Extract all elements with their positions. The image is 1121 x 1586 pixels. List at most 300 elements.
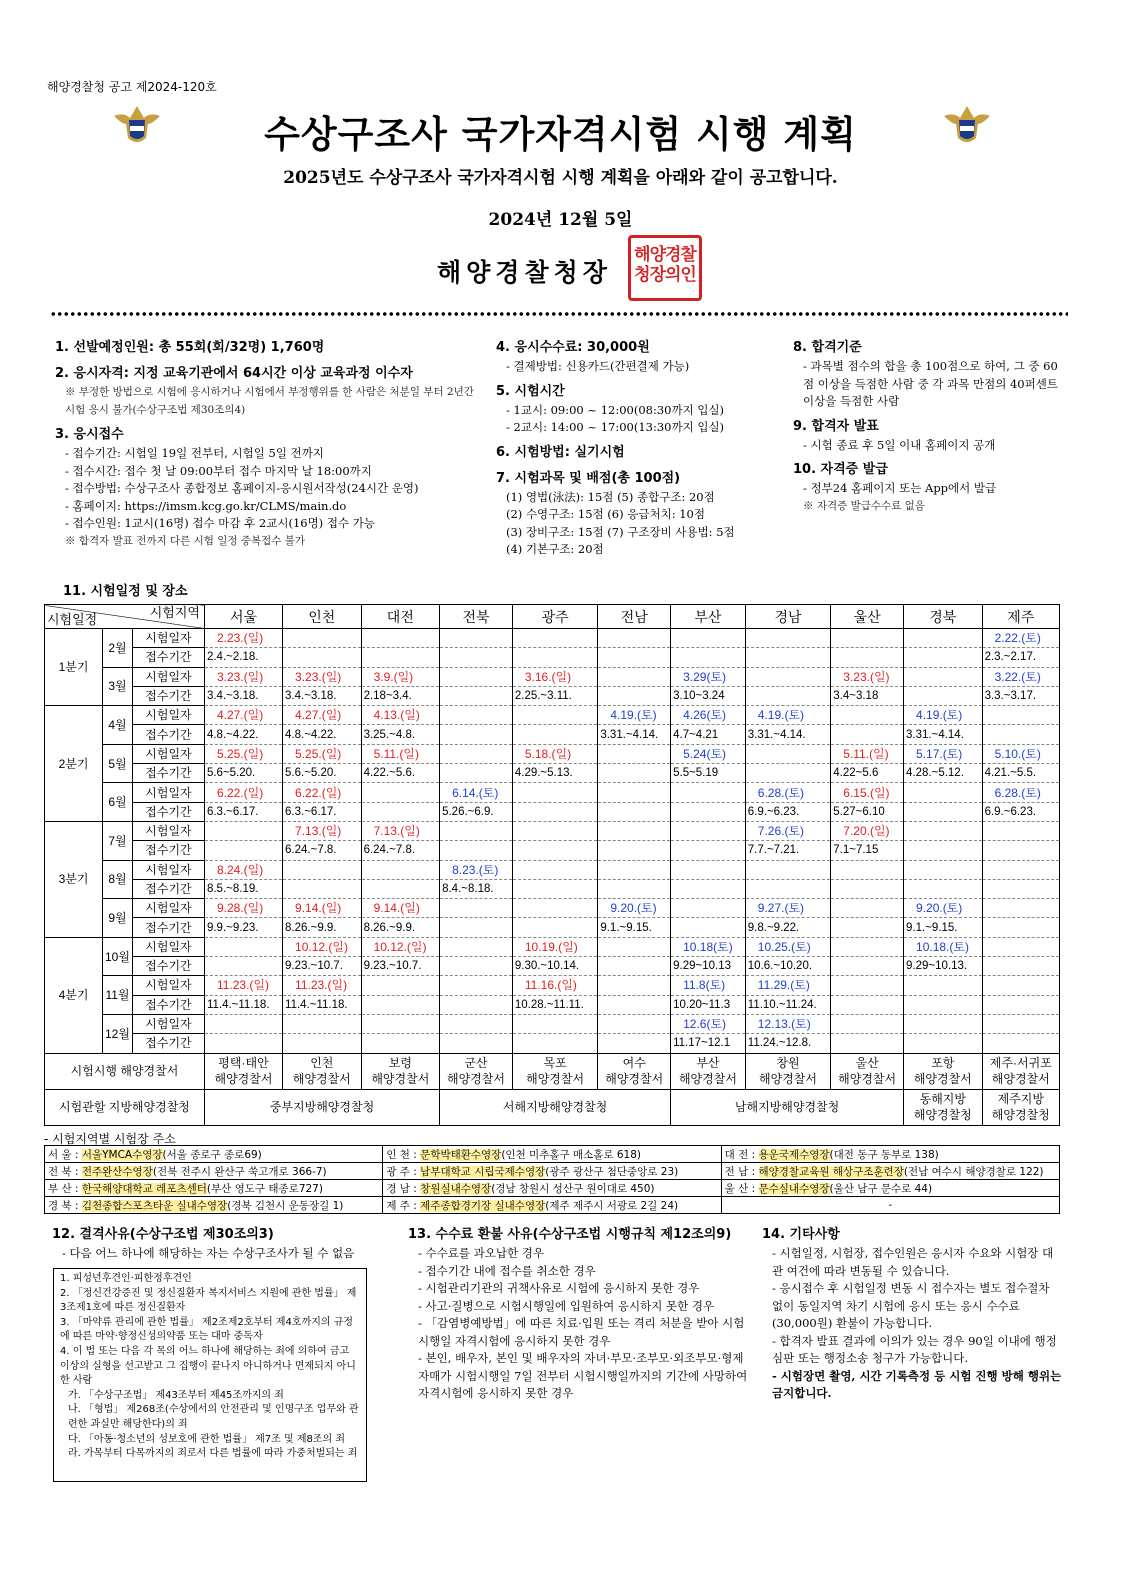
region-header: 경북 <box>904 605 983 629</box>
hq-cell <box>440 1089 671 1125</box>
address-cell <box>383 1146 721 1163</box>
exam-date-cell: 7.13.(일) <box>283 821 362 840</box>
registration-period-cell <box>512 1034 597 1053</box>
exam-date-cell <box>598 860 671 879</box>
registration-period-cell <box>982 879 1059 898</box>
registration-period-cell: 4.7~4.21 <box>671 725 746 744</box>
office-row <box>45 1053 1060 1089</box>
registration-period-cell: 4.8.~4.22. <box>204 725 282 744</box>
exam-date-cell <box>440 629 513 648</box>
exam-date-cell <box>598 976 671 995</box>
registration-period-cell <box>598 957 671 976</box>
registration-period-cell <box>982 918 1059 937</box>
venue-address: (부산 영도구 태종로727) <box>206 1182 323 1195</box>
exam-date-cell <box>598 937 671 956</box>
exam-date-cell <box>440 937 513 956</box>
address-title: - 시험지역별 시험장 주소 <box>44 1132 176 1146</box>
section-item: (4) 기본구조: 20점 <box>506 542 604 556</box>
address-row <box>45 1197 1060 1214</box>
registration-period-cell: 2.25.~3.11. <box>512 686 597 705</box>
venue-name: 한국해양대학교 레포츠센터 <box>81 1182 207 1195</box>
exam-date-cell: 10.18.(토) <box>904 937 983 956</box>
registration-period-cell: 9.23.~10.7. <box>283 957 362 976</box>
address-cell <box>383 1197 721 1214</box>
registration-period-cell: 10.6.~10.20. <box>745 957 830 976</box>
registration-period-cell <box>598 841 671 860</box>
registration-period-cell <box>283 1034 362 1053</box>
month-label: 6월 <box>103 783 133 822</box>
section-12 <box>52 1225 392 1263</box>
venue-address: (울산 남구 문수로 44) <box>829 1182 933 1195</box>
registration-period-cell <box>598 764 671 783</box>
exam-date-cell <box>745 744 830 763</box>
office-name-line: 보령 <box>388 1056 412 1071</box>
office-cell <box>440 1053 513 1089</box>
quarter-label: 4분기 <box>45 937 103 1053</box>
region-header: 부산 <box>671 605 746 629</box>
exam-date-cell: 4.27.(일) <box>204 706 282 725</box>
month-label: 11월 <box>103 976 133 1015</box>
hq-cell <box>204 1089 439 1125</box>
exam-date-cell <box>904 667 983 686</box>
address-cell <box>45 1180 383 1197</box>
registration-period-cell <box>745 686 830 705</box>
table-row <box>45 783 1060 802</box>
exam-date-cell: 9.14.(일) <box>361 899 440 918</box>
exam-date-cell: 5.24(토) <box>671 744 746 763</box>
address-row <box>45 1163 1060 1180</box>
address-cell <box>721 1197 1059 1214</box>
office-name-line: 해양경찰서 <box>292 1072 351 1087</box>
address-cell <box>721 1163 1059 1180</box>
exam-date-cell: 5.17.(토) <box>904 744 983 763</box>
registration-period-cell: 9.29~10.13. <box>904 957 983 976</box>
registration-period-cell <box>598 686 671 705</box>
exam-date-cell: 4.13.(일) <box>361 706 440 725</box>
registration-period-cell <box>904 841 983 860</box>
exam-date-cell <box>440 976 513 995</box>
disqualification-item: 가. 「수상구조법」 제43조부터 제45조까지의 죄 <box>68 1389 284 1401</box>
section-heading: 5. 시험시간 <box>496 383 565 399</box>
exam-date-cell: 10.12.(일) <box>283 937 362 956</box>
registration-period-cell <box>440 725 513 744</box>
exam-date-cell <box>512 783 597 802</box>
registration-period-cell: 7.1~7.15 <box>831 841 904 860</box>
exam-date-cell <box>598 744 671 763</box>
venue-address: (인천 미추홀구 매소홀로 618) <box>501 1148 642 1161</box>
office-cell <box>204 1053 282 1089</box>
exam-date-cell: 3.23.(일) <box>283 667 362 686</box>
row-type-label: 접수기간 <box>132 879 204 898</box>
venue-region: 경 북 : <box>48 1199 82 1212</box>
table-row <box>45 648 1060 667</box>
venue-address: - <box>888 1199 893 1211</box>
section-12-heading: 12. 결격사유(수상구조법 제30조의3) <box>52 1227 274 1242</box>
exam-date-cell: 4.19.(토) <box>598 706 671 725</box>
exam-date-cell: 11.29.(토) <box>745 976 830 995</box>
exam-date-cell: 8.24.(일) <box>204 860 282 879</box>
info-column-1 <box>55 338 485 550</box>
registration-period-cell: 10.20~11.3 <box>671 995 746 1014</box>
exam-date-cell <box>982 706 1059 725</box>
region-header: 서울 <box>204 605 282 629</box>
venue-region: 대 전 : <box>724 1148 759 1161</box>
exam-date-cell <box>440 744 513 763</box>
registration-period-cell <box>283 879 362 898</box>
row-type-label: 접수기간 <box>132 802 204 821</box>
page-title: 수상구조사 국가자격시험 시행 계획 <box>264 113 857 156</box>
month-label: 5월 <box>103 744 133 783</box>
venue-address: (경남 창원시 성산구 원이대로 450) <box>491 1182 655 1195</box>
registration-period-cell: 8.26.~9.9. <box>361 918 440 937</box>
disqualification-item: 1. 피성년후견인·피한정후견인 <box>60 1273 192 1284</box>
exam-date-cell <box>598 1014 671 1033</box>
exam-date-cell: 3.23.(일) <box>204 667 282 686</box>
exam-date-cell: 8.23.(토) <box>440 860 513 879</box>
table-row <box>45 1034 1060 1053</box>
registration-period-cell <box>745 879 830 898</box>
month-label: 9월 <box>103 899 133 938</box>
quarter-label: 2분기 <box>45 706 103 822</box>
exam-date-cell: 9.20.(토) <box>904 899 983 918</box>
registration-period-cell: 2.4.~2.18. <box>204 648 282 667</box>
registration-period-cell <box>512 841 597 860</box>
section-heading: 10. 자격증 발급 <box>793 462 888 477</box>
registration-period-cell <box>283 648 362 667</box>
exam-date-cell <box>671 860 746 879</box>
exam-date-cell <box>440 821 513 840</box>
exam-date-cell: 6.14.(토) <box>440 783 513 802</box>
venue-name: 제주종합경기장 실내수영장 <box>420 1199 546 1212</box>
section-item: (2) 수영구조: 15점 (6) 응급처치: 10점 <box>506 507 705 521</box>
registration-period-cell <box>904 1034 983 1053</box>
row-type-label: 시험일자 <box>132 860 204 879</box>
exam-date-cell: 12.6(토) <box>671 1014 746 1033</box>
registration-period-cell <box>440 1034 513 1053</box>
exam-date-cell <box>831 899 904 918</box>
exam-date-cell <box>598 821 671 840</box>
misc-item: - 응시접수 후 시험일정 변동 시 접수자는 별도 접수절차 없이 동일지역 차기 시험에 응시 또는 응시 수수료(30,000원) 환불이 가능합니다. <box>772 1281 1050 1330</box>
office-name-line: 제주·서귀포 <box>989 1056 1052 1071</box>
office-cell <box>831 1053 904 1089</box>
venue-region: 서 울 : <box>48 1148 82 1161</box>
registration-period-cell: 4.29.~5.13. <box>512 764 597 783</box>
exam-date-cell: 5.10.(토) <box>982 744 1059 763</box>
exam-date-cell: 11.8(토) <box>671 976 746 995</box>
row-type-label: 시험일자 <box>132 821 204 840</box>
section-item: - 2교시: 14:00 ~ 17:00(13:30까지 입실) <box>506 420 725 434</box>
table-corner-cell <box>45 605 205 629</box>
office-name-line: 해양경찰서 <box>913 1072 972 1087</box>
registration-period-cell: 9.30.~10.14. <box>512 957 597 976</box>
section-heading: 9. 합격자 발표 <box>793 418 879 434</box>
exam-date-cell <box>204 1014 282 1033</box>
table-row <box>45 725 1060 744</box>
registration-period-cell: 5.26.~6.9. <box>440 802 513 821</box>
registration-period-cell <box>982 1034 1059 1053</box>
section-14 <box>762 1225 1062 1403</box>
exam-date-cell <box>361 1014 440 1033</box>
office-cell <box>745 1053 830 1089</box>
disqualification-item: 다. 「아동·청소년의 성보호에 관한 법률」 제7조 및 제8조의 죄 <box>68 1433 346 1445</box>
venue-region: 제 주 : <box>386 1199 421 1212</box>
exam-date-cell: 6.22.(일) <box>204 783 282 802</box>
registration-period-cell: 4.28.~5.12. <box>904 764 983 783</box>
row-type-label: 접수기간 <box>132 725 204 744</box>
exam-date-cell <box>361 976 440 995</box>
exam-date-cell <box>440 706 513 725</box>
venue-address: (전남 여수시 해양경찰로 122) <box>903 1165 1044 1178</box>
row-type-label: 시험일자 <box>132 976 204 995</box>
registration-period-cell: 4.22.~5.6. <box>361 764 440 783</box>
venue-region: 부 산 : <box>48 1182 82 1195</box>
address-row <box>45 1146 1060 1163</box>
exam-date-cell: 7.20.(일) <box>831 821 904 840</box>
registration-period-cell <box>671 879 746 898</box>
table-row <box>45 957 1060 976</box>
announcement-date: 2024년 12월 5일 <box>488 210 633 230</box>
table-row <box>45 995 1060 1014</box>
registration-period-cell <box>904 686 983 705</box>
registration-period-cell <box>831 879 904 898</box>
month-label: 8월 <box>103 860 133 899</box>
exam-date-cell <box>440 899 513 918</box>
office-row-label: 시험시행 해양경찰서 <box>45 1053 205 1089</box>
registration-period-cell <box>204 1034 282 1053</box>
office-cell <box>512 1053 597 1089</box>
office-cell <box>283 1053 362 1089</box>
section-heading: 4. 응시수수료: 30,000원 <box>496 340 650 355</box>
registration-period-cell: 7.7.~7.21. <box>745 841 830 860</box>
notice-number: 해양경찰청 공고 제2024-120호 <box>47 80 217 94</box>
table-row <box>45 860 1060 879</box>
registration-period-cell <box>671 648 746 667</box>
month-label: 2월 <box>103 629 133 668</box>
corner-region-label: 시험지역 <box>149 605 200 620</box>
venue-address: (대전 동구 동부로 138) <box>829 1148 939 1161</box>
registration-period-cell: 5.5~5.19 <box>671 764 746 783</box>
office-name-line: 해양경찰서 <box>605 1072 664 1087</box>
exam-date-cell: 7.26.(토) <box>745 821 830 840</box>
registration-period-cell <box>904 648 983 667</box>
exam-date-cell: 3.22.(토) <box>982 667 1059 686</box>
exam-date-cell <box>598 629 671 648</box>
registration-period-cell <box>440 841 513 860</box>
row-type-label: 시험일자 <box>132 706 204 725</box>
exam-date-cell: 9.27.(토) <box>745 899 830 918</box>
corner-date-label: 시험일정 <box>47 612 98 627</box>
exam-date-cell <box>512 706 597 725</box>
section-14-heading: 14. 기타사항 <box>762 1227 840 1242</box>
table-row <box>45 1014 1060 1033</box>
exam-date-cell <box>361 783 440 802</box>
venue-name: 해양경찰교육원 해상구조훈련장 <box>758 1165 904 1178</box>
exam-date-cell: 4.19.(토) <box>745 706 830 725</box>
exam-date-cell <box>982 937 1059 956</box>
exam-date-cell <box>904 821 983 840</box>
address-cell <box>45 1197 383 1214</box>
exam-date-cell: 5.11.(일) <box>831 744 904 763</box>
subtitle: 2025년도 수상구조사 국가자격시험 시행 계획을 아래와 같이 공고합니다. <box>283 168 838 188</box>
registration-period-cell <box>440 918 513 937</box>
office-cell <box>598 1053 671 1089</box>
registration-period-cell <box>512 802 597 821</box>
hq-row <box>45 1089 1060 1125</box>
exam-date-cell: 4.27.(일) <box>283 706 362 725</box>
registration-period-cell: 11.24.~12.8. <box>745 1034 830 1053</box>
exam-date-cell <box>671 783 746 802</box>
exam-date-cell: 9.28.(일) <box>204 899 282 918</box>
venue-name: 서울YMCA수영장 <box>81 1148 163 1161</box>
registration-period-cell: 9.9.~9.23. <box>204 918 282 937</box>
registration-period-cell <box>598 1034 671 1053</box>
registration-period-cell <box>361 1034 440 1053</box>
row-type-label: 접수기간 <box>132 957 204 976</box>
registration-period-cell <box>745 648 830 667</box>
section-item: - 접수인원: 1교시(16명) 접수 마감 후 2교시(16명) 접수 가능 <box>65 516 375 530</box>
office-name-line: 창원 <box>776 1056 800 1071</box>
registration-period-cell <box>831 1034 904 1053</box>
misc-item: - 시험일정, 시험장, 접수인원은 응시자 수요와 시험장 대관 여건에 따라 변동될 수 있습니다. <box>772 1246 1054 1278</box>
section-item: - 홈페이지: https://imsm.kcg.go.kr/CLMS/main.do <box>65 498 347 513</box>
region-header: 광주 <box>512 605 597 629</box>
exam-date-cell <box>904 860 983 879</box>
row-type-label: 시험일자 <box>132 629 204 648</box>
registration-period-cell: 3.31.~4.14. <box>598 725 671 744</box>
address-cell <box>721 1180 1059 1197</box>
section-item: - 과목별 점수의 합을 총 100점으로 하여, 그 중 60점 이상을 득점한 사람 중 각 과목 만점의 40퍼센트 이상을 득점한 사람 <box>803 359 1058 408</box>
exam-date-cell <box>671 629 746 648</box>
office-name-line: 해양경찰서 <box>526 1072 585 1087</box>
exam-date-cell <box>831 976 904 995</box>
info-column-2 <box>496 338 786 559</box>
exam-date-cell: 9.14.(일) <box>283 899 362 918</box>
section-item: - 접수시간: 접수 첫 날 09:00부터 접수 마지막 날 18:00까지 <box>65 463 372 478</box>
registration-period-cell <box>598 995 671 1014</box>
office-name-line: 인천 <box>310 1056 334 1071</box>
exam-date-cell: 4.19.(토) <box>904 706 983 725</box>
registration-period-cell <box>831 918 904 937</box>
exam-date-cell <box>440 667 513 686</box>
exam-date-cell: 6.22.(일) <box>283 783 362 802</box>
hq-name-line: 해양경찰청 <box>991 1108 1050 1123</box>
section-12-intro: - 다음 어느 하나에 해당하는 자는 수상구조사가 될 수 없음 <box>62 1246 355 1260</box>
exam-date-cell <box>598 667 671 686</box>
exam-date-cell <box>361 629 440 648</box>
venue-region: 광 주 : <box>386 1165 421 1178</box>
refund-item: - 접수기간 내에 접수를 취소한 경우 <box>418 1263 596 1278</box>
registration-period-cell <box>904 879 983 898</box>
venue-address: (경북 김천시 운동장길 1) <box>227 1199 344 1212</box>
registration-period-cell <box>204 841 282 860</box>
exam-date-cell: 11.23.(일) <box>204 976 282 995</box>
row-type-label: 접수기간 <box>132 764 204 783</box>
row-type-label: 접수기간 <box>132 995 204 1014</box>
registration-period-cell: 3.4~3.18 <box>831 686 904 705</box>
month-label: 4월 <box>103 706 133 745</box>
registration-period-cell <box>831 725 904 744</box>
venue-region: 인 천 : <box>386 1148 421 1161</box>
exam-date-cell: 10.25.(토) <box>745 937 830 956</box>
registration-period-cell: 3.4.~3.18. <box>204 686 282 705</box>
exam-date-cell: 6.28.(토) <box>982 783 1059 802</box>
section-item: ※ 자격증 발급수수료 없음 <box>803 499 925 512</box>
exam-date-cell: 10.19.(일) <box>512 937 597 956</box>
row-type-label: 접수기간 <box>132 648 204 667</box>
disqualification-item: 3. 「마약류 관리에 관한 법률」 제2조제2호부터 제4호까지의 규정에 따른 마약·향정신성의약품 또는 대마 중독자 <box>60 1316 354 1343</box>
table-row <box>45 899 1060 918</box>
registration-period-cell: 4.22~5.6 <box>831 764 904 783</box>
table-row <box>45 918 1060 937</box>
registration-period-cell <box>671 802 746 821</box>
official-seal: 해양경찰 청장의인 <box>628 235 702 301</box>
month-label: 12월 <box>103 1014 133 1053</box>
registration-period-cell: 6.3.~6.17. <box>283 802 362 821</box>
registration-period-cell <box>904 995 983 1014</box>
section-heading: 1. 선발예정인원: 총 55회(회/32명) 1,760명 <box>55 340 325 355</box>
registration-period-cell: 8.26.~9.9. <box>283 918 362 937</box>
venue-region: 전 북 : <box>48 1165 82 1178</box>
venue-name: 창원실내수영장 <box>420 1182 492 1195</box>
venue-address-table <box>44 1145 1060 1214</box>
section-item: - 접수기간: 시험일 19일 전부터, 시험일 5일 전까지 <box>65 446 324 460</box>
registration-period-cell: 6.9.~6.23. <box>982 802 1059 821</box>
registration-period-cell: 11.17~12.1 <box>671 1034 746 1053</box>
table-row <box>45 764 1060 783</box>
registration-period-cell: 8.4.~8.18. <box>440 879 513 898</box>
section-13-heading: 13. 수수료 환불 사유(수상구조법 시행규칙 제12조의9) <box>408 1227 732 1242</box>
row-type-label: 시험일자 <box>132 667 204 686</box>
exam-date-cell <box>512 1014 597 1033</box>
registration-period-cell: 11.4.~11.18. <box>204 995 282 1014</box>
exam-date-cell: 4.26(토) <box>671 706 746 725</box>
hq-name-line: 중부지방해양경찰청 <box>269 1100 375 1115</box>
exam-date-cell: 6.15.(일) <box>831 783 904 802</box>
row-type-label: 접수기간 <box>132 1034 204 1053</box>
table-row <box>45 744 1060 763</box>
prohibition-note: - 시험장면 촬영, 시간 기록측정 등 시험 진행 방해 행위는 금지합니다. <box>772 1368 1062 1400</box>
address-cell <box>45 1163 383 1180</box>
row-type-label: 시험일자 <box>132 744 204 763</box>
hq-name-line: 동해지방 <box>919 1092 966 1107</box>
registration-period-cell <box>831 648 904 667</box>
office-name-line: 해양경찰서 <box>991 1072 1050 1087</box>
venue-address: (광주 광산구 첨단중앙로 23) <box>545 1165 679 1178</box>
registration-period-cell: 5.6.~5.20. <box>283 764 362 783</box>
disqualification-item: 2. 「정신건강증진 및 정신질환자 복지서비스 지원에 관한 법률」 제3조제1호에 따른 정신질환자 <box>60 1287 357 1314</box>
exam-date-cell: 11.23.(일) <box>283 976 362 995</box>
registration-period-cell <box>512 879 597 898</box>
registration-period-cell: 5.6~5.20. <box>204 764 282 783</box>
registration-period-cell <box>982 841 1059 860</box>
region-header: 전북 <box>440 605 513 629</box>
office-name-line: 해양경찰서 <box>838 1072 897 1087</box>
exam-date-cell: 9.20.(토) <box>598 899 671 918</box>
table-row <box>45 802 1060 821</box>
office-name-line: 해양경찰서 <box>678 1072 737 1087</box>
registration-period-cell <box>598 802 671 821</box>
exam-date-cell <box>512 860 597 879</box>
exam-date-cell: 10.12.(일) <box>361 937 440 956</box>
hq-name-line: 서해지방해양경찰청 <box>502 1100 608 1115</box>
registration-period-cell <box>512 918 597 937</box>
dotted-divider <box>50 311 1068 317</box>
office-name-line: 부산 <box>696 1056 720 1071</box>
quarter-label: 3분기 <box>45 821 103 937</box>
venue-address: (전북 전주시 완산구 쑥고개로 366-7) <box>152 1165 327 1178</box>
registration-period-cell <box>440 764 513 783</box>
row-type-label: 접수기간 <box>132 918 204 937</box>
